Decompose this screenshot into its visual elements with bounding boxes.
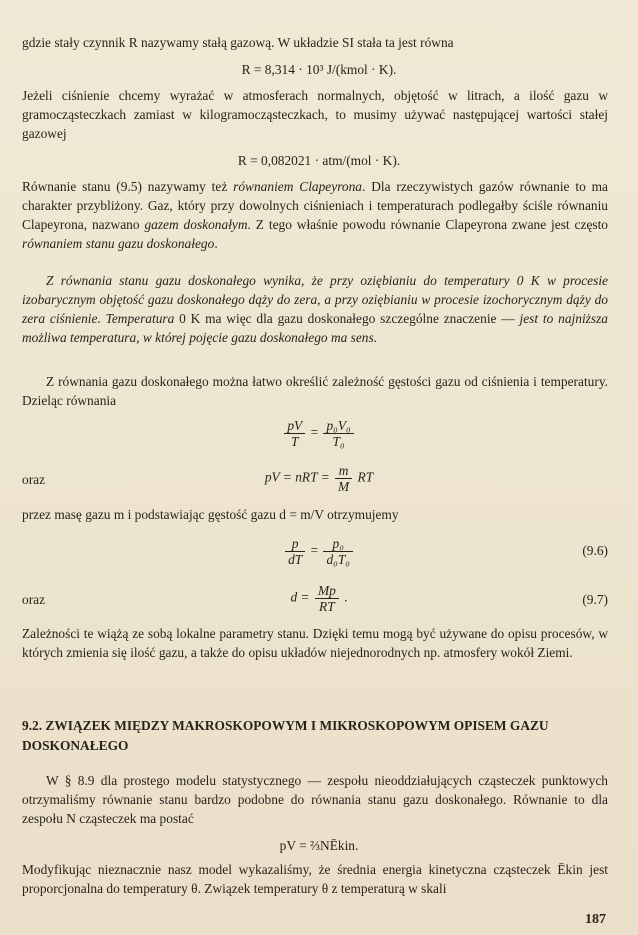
equation-number-9-6: (9.6)	[582, 543, 608, 558]
para-2: Jeżeli ciśnienie chcemy wyrażać w atmosferach normalnych, objętość w litrach, a ilość gazu w gramocząsteczkach zamiast w kilogramocząsteczkach, to musimy używać następującej wartości stałej gazowej	[22, 88, 608, 141]
equation-9-7: d = $\frac{Mp}{RT}$ .	[290, 583, 348, 614]
equation-gas-constant-si: R = 8,314 · 10³ J/(kmol · K).	[241, 62, 397, 77]
equation-ratio: $\frac{pV}{T}$ = $\frac{\text{p₀V₀}}{\text{T₀}}$	[0, 418, 638, 449]
para-1: gdzie stały czynnik R nazywamy stałą gazową. W układzie SI stała ta jest równa	[22, 35, 454, 50]
page-number: 187	[585, 912, 606, 927]
label-oraz-2: oraz	[22, 592, 46, 607]
equation-state-moles: pV = nRT = $\frac{m}{M}$ RT	[264, 463, 374, 494]
para-5: Z równania gazu doskonałego można łatwo określić zależność gęstości gazu od ciśnienia i temperatury. Dzieląc równania	[22, 374, 608, 408]
para-9: Modyfikując nieznacznie nasz model wykazaliśmy, że średnia energia kinetyczna cząsteczek Ēkin jest proporcjonalna do temperatury θ. Związek temperatury θ z temperaturą w skali	[22, 862, 608, 896]
section-heading: 9.2. ZWIĄZEK MIĘDZY MAKROSKOPOWYM I MIKROSKOPOWYM OPISEM GAZU DOSKONAŁEGO	[22, 718, 549, 753]
equation-gas-constant-atm: R = 0,082021 · atm/(mol · K).	[237, 153, 401, 168]
equation-kinetic: pV = ⅔NĒkin.	[279, 838, 359, 853]
equation-number-9-7: (9.7)	[582, 592, 608, 607]
para-7: Zależności te wiążą ze sobą lokalne parametry stanu. Dzięki temu mogą być używane do opisu procesów, w których zmienia się ilość gazu, a także do opisu układów niejednorodnych np. atmosfery wokół Ziemi.	[22, 626, 608, 660]
para-4: Z równania stanu gazu doskonałego wynika, że przy oziębianiu do temperatury 0 K w procesie izobarycznym objętość gazu doskonałego dąży do zera, a przy oziębianiu w procesie izochorycznym dąży do zera ciśnienie. Temperatura 0 K ma więc dla gazu doskonałego szczególne znaczenie — jest to najniższa możliwa temperatura, w której pojęcie gazu doskonałego ma sens.	[22, 273, 608, 345]
para-3: Równanie stanu (9.5) nazywamy też równaniem Clapeyrona. Dla rzeczywistych gazów równanie to ma charakter przybliżony. Gaz, który przy dowolnych ciśnieniach i temperaturach podlegałby ściśle równaniu Clapeyrona, nazwano gazem doskonałym. Z tego właśnie powodu równanie Clapeyrona zwane jest często równaniem stanu gazu doskonałego.	[22, 179, 608, 251]
para-8: W § 8.9 dla prostego modelu statystycznego — zespołu nieoddziałujących cząsteczek punktowych otrzymaliśmy równanie stanu bardzo podobne do równania stanu gazu doskonałego. Równanie to dla zespołu N cząsteczek ma postać	[22, 773, 608, 826]
equation-9-6: $\frac{p}{dT}$ = $\frac{\text{p₀}}{\text{d₀T₀}}$	[0, 536, 638, 567]
label-oraz-1: oraz	[22, 472, 46, 487]
para-6: przez masę gazu m i podstawiając gęstość gazu d = m/V otrzymujemy	[22, 507, 399, 522]
